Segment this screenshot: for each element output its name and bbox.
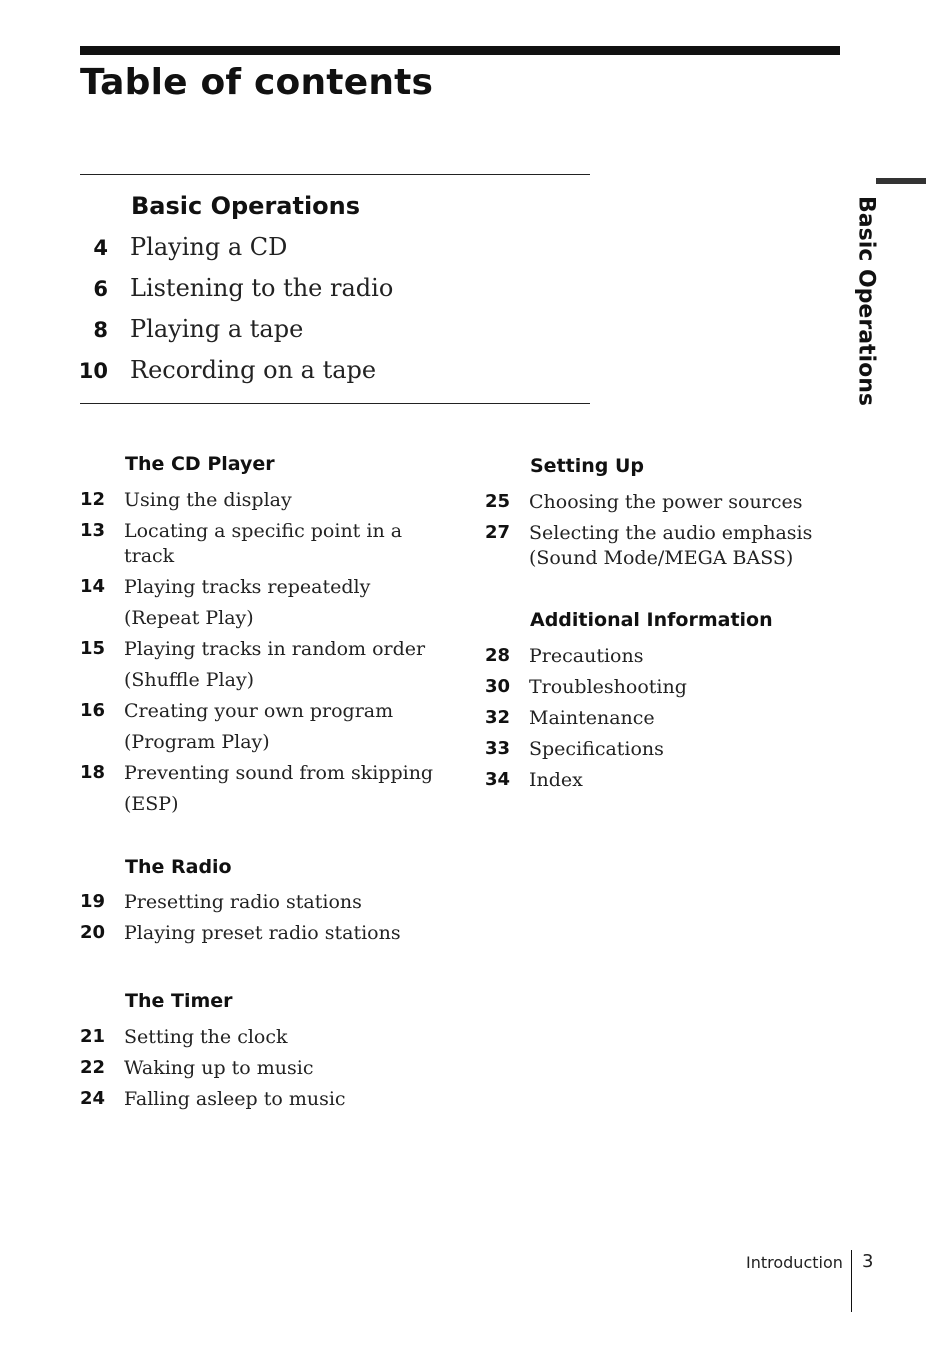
toc-page-number: 33 [484,738,510,759]
toc-page-number: 8 [93,318,108,342]
toc-entry-title: Playing a CD [130,233,288,261]
toc-page-number: 22 [79,1057,105,1078]
toc-entry-title: Troubleshooting [529,676,687,698]
toc-entry-continuation: (Sound Mode/MEGA BASS) [529,547,794,569]
page-number: 3 [862,1251,874,1272]
toc-page-number: 13 [79,520,105,541]
additional-information-heading: Additional Information [530,609,773,631]
toc-entry-title: Playing a tape [130,315,304,343]
toc-entry-title: Creating your own program [124,700,394,722]
cd-player-heading: The CD Player [125,453,275,475]
side-tab-label: Basic Operations [853,196,879,406]
toc-page-number: 24 [79,1088,105,1109]
toc-entry-title: Selecting the audio emphasis [529,522,813,544]
toc-entry-title: Preventing sound from skipping [124,762,434,784]
toc-page-number: 20 [79,922,105,943]
radio-heading: The Radio [125,856,232,878]
toc-entry-title: Listening to the radio [130,274,394,302]
side-tab [846,196,886,406]
toc-page-number: 18 [79,762,105,783]
toc-entry-title: Specifications [529,738,664,760]
toc-page-number: 12 [79,489,105,510]
toc-page-number: 34 [484,769,510,790]
timer-heading: The Timer [125,990,233,1012]
toc-entry-title: Falling asleep to music [124,1088,346,1110]
toc-entry-title: Index [529,769,583,791]
toc-page-number: 32 [484,707,510,728]
side-tab-mark [876,172,926,180]
toc-page-number: 10 [78,359,108,383]
toc-entry-title: Playing tracks in random order [124,638,426,660]
page-title: Table of contents [80,62,434,103]
toc-page-number: 16 [79,700,105,721]
footer-divider [851,1250,852,1312]
toc-page-number: 6 [93,277,108,301]
toc-entry-title: Precautions [529,645,644,667]
toc-page-number: 28 [484,645,510,666]
toc-page-number: 30 [484,676,510,697]
footer-section-label: Introduction [746,1253,843,1272]
toc-entry-title: Maintenance [529,707,655,729]
toc-entry-title: Choosing the power sources [529,491,803,513]
toc-page-number: 14 [79,576,105,597]
toc-entry-title: Playing tracks repeatedly [124,576,371,598]
tab-mark-icon [876,177,926,185]
toc-entry-title: Waking up to music [124,1057,314,1079]
toc-entry-title: Using the display [124,489,292,511]
toc-entry-title: Playing preset radio stations [124,922,401,944]
basic-operations-heading: Basic Operations [131,192,361,220]
toc-entry-continuation: (Repeat Play) [124,607,254,629]
top-rule-bar [80,46,840,55]
toc-entry-continuation: (Program Play) [124,731,270,753]
toc-entry-title: Presetting radio stations [124,891,362,913]
toc-page-number: 27 [484,522,510,543]
setting-up-heading: Setting Up [530,455,645,477]
toc-page-number: 21 [79,1026,105,1047]
toc-page-number: 19 [79,891,105,912]
section-rule-top [80,174,590,175]
toc-page-number: 4 [93,236,108,260]
toc-entry-continuation: (ESP) [124,793,179,815]
toc-entry-continuation: (Shuffle Play) [124,669,255,691]
toc-entry-title: Setting the clock [124,1026,288,1048]
toc-entry-title: Recording on a tape [130,356,377,384]
toc-page-number: 25 [484,491,510,512]
section-rule-bottom [80,403,590,404]
toc-entry-continuation: track [124,545,175,567]
toc-entry-title: Locating a specific point in a [124,520,403,542]
toc-page-number: 15 [79,638,105,659]
